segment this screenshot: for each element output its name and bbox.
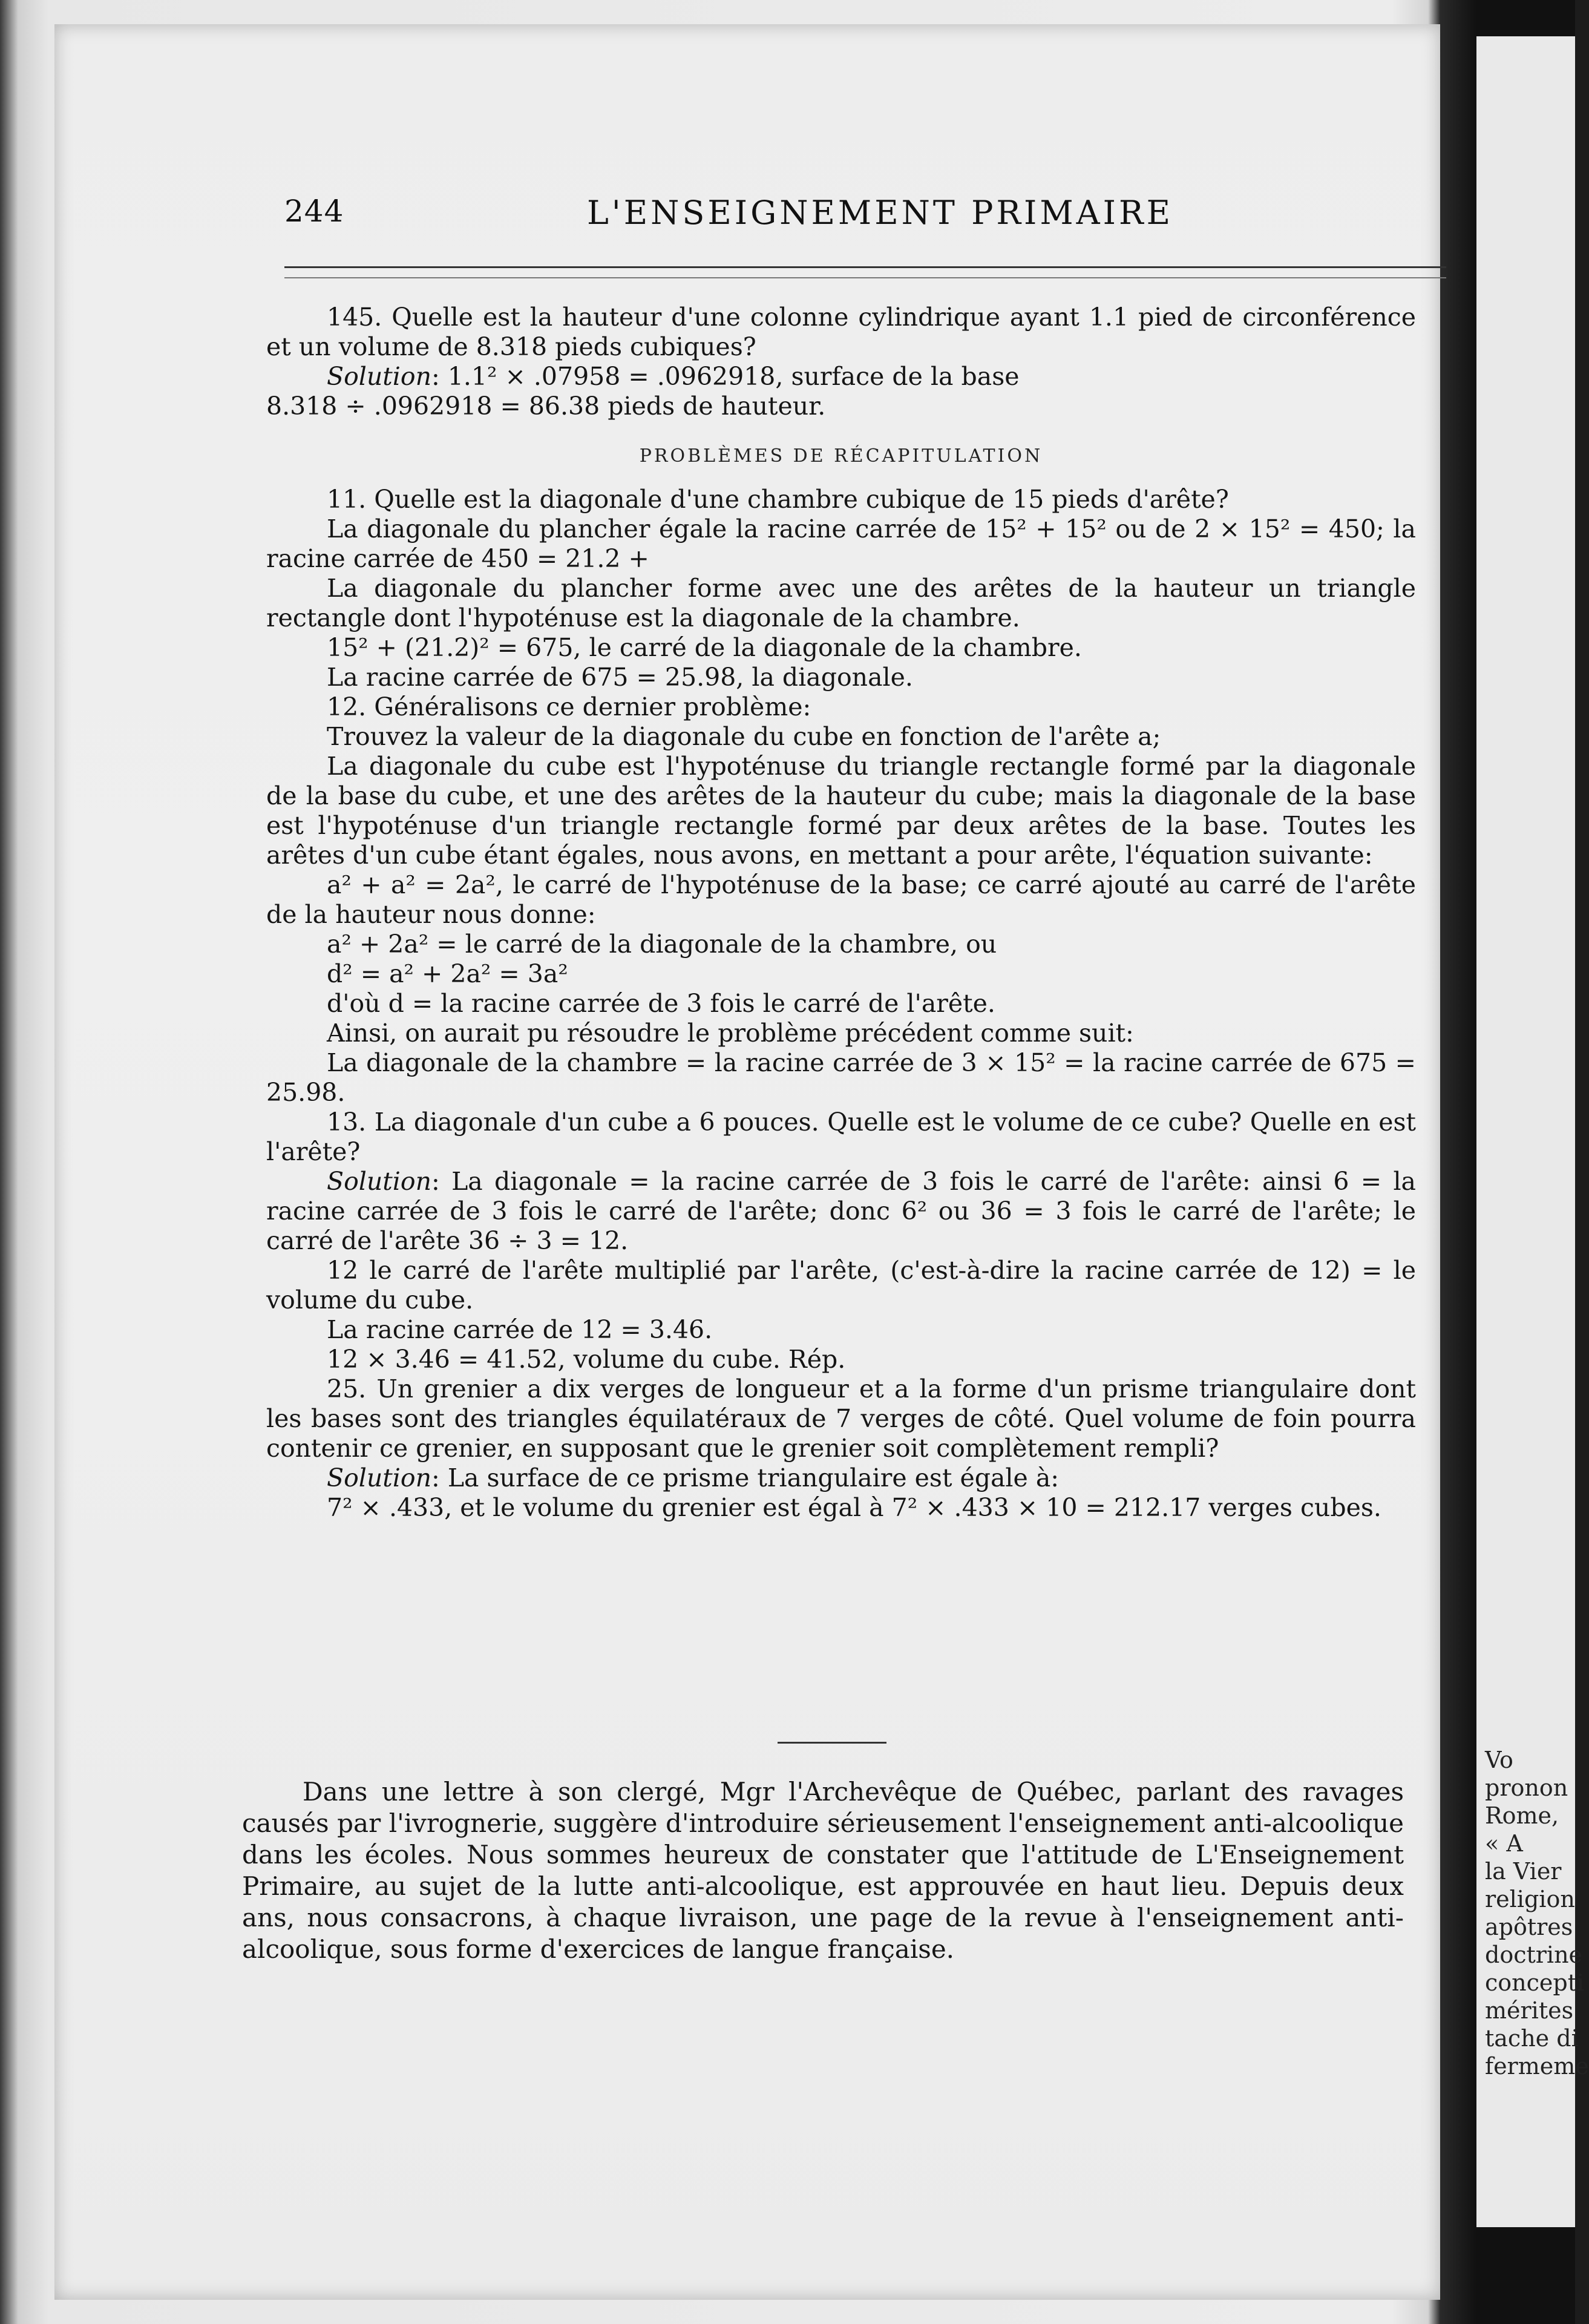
problem-13-line: 12 × 3.46 = 41.52, volume du cube. Rép. <box>327 1345 846 1374</box>
problem-11-line: La diagonale du plancher égale la racine carrée de 15² + 15² ou de 2 × 15² = 450; la racine carrée de 450 = 21.2 + <box>266 514 1416 573</box>
adjacent-line: pronon <box>1485 1774 1568 1801</box>
problem-12-line: Ainsi, on aurait pu résoudre le problème précédent comme suit: <box>327 1019 1134 1048</box>
problem-25-solution <box>266 1463 1416 1493</box>
problem-11-line: 15² + (21.2)² = 675, le carré de la diagonale de la chambre. <box>327 633 1082 662</box>
running-title: L'ENSEIGNEMENT PRIMAIRE <box>587 194 1174 232</box>
page-number: 244 <box>284 194 344 229</box>
adjacent-page-lines <box>1476 1746 1589 2080</box>
solution-label: Solution <box>327 1167 431 1196</box>
adjacent-line: « A <box>1485 1830 1523 1857</box>
solution-text: : 1.1² × .07958 = .0962918, surface de la base <box>431 362 1020 391</box>
problem-12-line: Trouvez la valeur de la diagonale du cube en fonction de l'arête a; <box>327 722 1161 751</box>
problem-11-line: La racine carrée de 675 = 25.98, la diagonale. <box>327 663 913 692</box>
closing-notice <box>242 1776 1404 1965</box>
problem-12-line: La diagonale du cube est l'hypoténuse du triangle rectangle formé par la diagonale de la base du cube, et une des arêtes de la hauteur du cube; mais la diagonale de la base est l'hypoténuse d'un triangle rectangle formé par deux arêtes de la base. Toutes les arêtes d'un cube étant égales, nous avons, en mettant a pour arête, l'équation suivante: <box>266 752 1416 870</box>
adjacent-line: fermeme <box>1485 2053 1589 2079</box>
adjacent-page-edge <box>1476 36 1589 2227</box>
problem-145-solution-line2: 8.318 ÷ .0962918 = 86.38 pieds de hauteur. <box>266 392 826 421</box>
adjacent-line: tache di <box>1485 2025 1579 2052</box>
problem-25-question: 25. Un grenier a dix verges de longueur et a la forme d'un prisme triangulaire dont les bases sont des triangles équilatéraux de 7 verges de côté. Quel volume de foin pourra contenir ce grenier, en supposant que le grenier soit complètement rempli? <box>266 1374 1416 1463</box>
adjacent-line: doctrine <box>1485 1942 1583 1968</box>
problem-12-line: d'où d = la racine carrée de 3 fois le carré de l'arête. <box>327 989 995 1018</box>
adjacent-line: Vo <box>1485 1747 1513 1773</box>
problem-13-line: 12 le carré de l'arête multiplié par l'arête, (c'est-à-dire la racine carrée de 12) = le volume du cube. <box>266 1256 1416 1315</box>
adjacent-line: religion <box>1485 1886 1575 1912</box>
adjacent-line: concepti <box>1485 1969 1585 1996</box>
problem-12-line: a² + a² = 2a², le carré de l'hypoténuse de la base; ce carré ajouté au carré de l'arête de la hauteur nous donne: <box>266 870 1416 929</box>
header-rule <box>284 266 1446 268</box>
problem-12-line: a² + 2a² = le carré de la diagonale de la chambre, ou <box>327 930 997 959</box>
problem-25-line: 7² × .433, et le volume du grenier est égal à 7² × .433 × 10 = 212.17 verges cubes. <box>327 1493 1381 1522</box>
problem-11-question: 11. Quelle est la diagonale d'une chambre cubique de 15 pieds d'arête? <box>327 485 1229 514</box>
problem-12-title: 12. Généralisons ce dernier problème: <box>327 692 811 721</box>
closing-paragraph: Dans une lettre à son clergé, Mgr l'Archevêque de Québec, parlant des ravages causés par l'ivrognerie, suggère d'introduire sérieusement l'enseignement anti-alcoolique dans les écoles. Nous sommes heureux de constater que l'attitude de L'Enseignement Primaire, au sujet de la lutte anti-alcoolique, est approuvée en haut lieu. Depuis deux ans, nous consacrons, à chaque livraison, une page de la revue à l'enseignement anti-alcoolique, sous forme d'exercices de langue française. <box>242 1777 1404 1964</box>
adjacent-line: la Vier <box>1485 1858 1562 1885</box>
problem-13-question: 13. La diagonale d'un cube a 6 pouces. Quelle est le volume de ce cube? Quelle en est l'arête? <box>266 1108 1416 1166</box>
solution-text: : La diagonale = la racine carrée de 3 fois le carré de l'arête: ainsi 6 = la racine carrée de 3 fois le carré de l'arête; donc 6² ou 36 = 3 fois le carré de l'arête; le carré de l'arête 36 ÷ 3 = 12. <box>266 1167 1416 1255</box>
section-heading: PROBLÈMES DE RÉCAPITULATION <box>639 445 1043 467</box>
solution-label: Solution <box>327 1463 431 1492</box>
adjacent-line: Rome, <box>1485 1802 1559 1829</box>
solution-text: : La surface de ce prisme triangulaire est égale à: <box>431 1463 1060 1492</box>
section-divider <box>778 1742 886 1744</box>
adjacent-line: mérites <box>1485 1997 1574 2024</box>
problem-13-solution <box>266 1167 1416 1256</box>
page-header <box>284 182 1446 254</box>
problem-11-line: La diagonale du plancher forme avec une des arêtes de la hauteur un triangle rectangle dont l'hypoténuse est la diagonale de la chambre. <box>266 574 1416 632</box>
problem-13-line: La racine carrée de 12 = 3.46. <box>327 1315 713 1344</box>
adjacent-line: apôtres <box>1485 1914 1573 1940</box>
main-text <box>266 303 1416 1523</box>
header-rule-thin <box>284 277 1446 278</box>
solution-label: Solution <box>327 362 431 391</box>
problem-12-line: La diagonale de la chambre = la racine carrée de 3 × 15² = la racine carrée de 675 = 25.98. <box>266 1048 1416 1107</box>
problem-145-question: 145. Quelle est la hauteur d'une colonne cylindrique ayant 1.1 pied de circonférence et un volume de 8.318 pieds cubiques? <box>266 303 1416 361</box>
problem-12-line: d² = a² + 2a² = 3a² <box>327 959 568 988</box>
problem-145-solution <box>266 362 1416 392</box>
